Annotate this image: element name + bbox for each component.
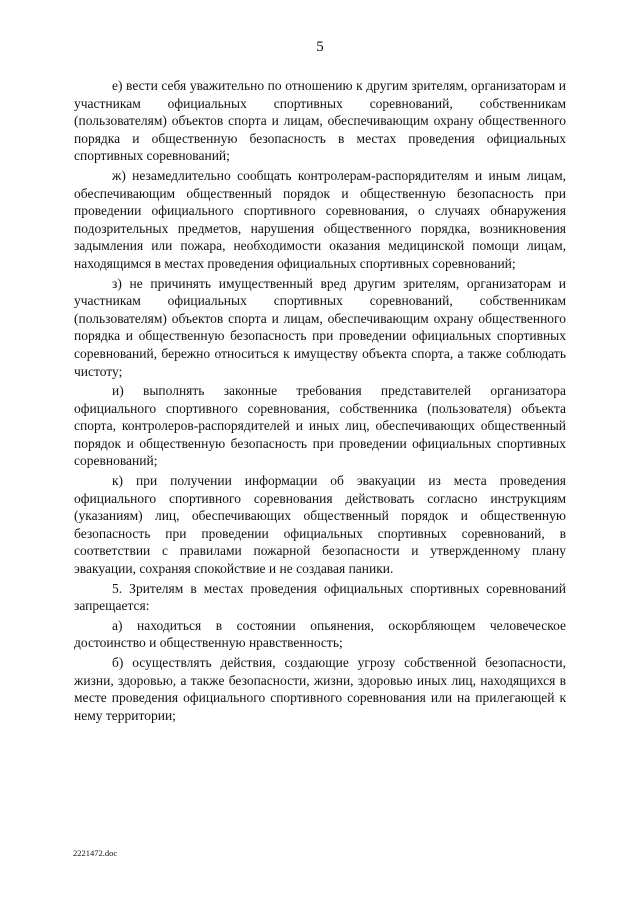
paragraph-z: з) не причинять имущественный вред другим зрителям, организаторам и участникам официальных спортивных соревнований, собственникам (пользователям) объектов спорта и лицам, обеспечивающим охрану общественного порядка и общественную безопасность при проведении официальных спортивных соревнований, бережно относиться к имуществу объекта спорта, а также соблюдать чистоту; [74, 275, 566, 379]
paragraph-e: е) вести себя уважительно по отношению к другим зрителям, организаторам и участникам официальных спортивных соревнований, собственникам (пользователям) объектов спорта и лицам, обеспечивающим охрану общественного порядка и общественную безопасность в местах проведения официальных спортивных соревнований; [74, 78, 566, 164]
paragraph-zh: ж) незамедлительно сообщать контролерам-распорядителям и иным лицам, обеспечивающим общественный порядок и общественную безопасность при проведении официального спортивного соревнования, о случаях обнаружения подозрительных предметов, нарушения общественного порядка, возникновения задымления или пожара, необходимости оказания медицинской помощи лицам, находящимся в местах проведения официальных спортивных соревнований; [74, 167, 566, 271]
paragraph-i: и) выполнять законные требования представителей организатора официального спортивного соревнования, собственника (пользователя) объекта спорта, контролеров-распорядителей и иных лиц, обеспечивающих общественный порядок и общественную безопасность при проведении официальных спортивных соревнований; [74, 383, 566, 469]
paragraph-k: к) при получении информации об эвакуации из места проведения официального спортивного соревнования действовать согласно инструкциям (указаниям) лиц, обеспечивающих общественный порядок и общественную безопасность при проведении официальных спортивных соревнований, в соответствии с правилами пожарной безопасности и утвержденному плану эвакуации, сохраняя спокойствие и не создавая паники. [74, 473, 566, 577]
page-number: 5 [316, 39, 324, 55]
paragraph-section-5: 5. Зрителям в местах проведения официальных спортивных соревнований запрещается: [74, 580, 566, 614]
document-body [74, 77, 566, 726]
paragraph-a: а) находиться в состоянии опьянения, оскорбляющем человеческое достоинство и общественную нравственность; [74, 617, 566, 651]
file-name-footer: 2221472.doc [73, 848, 118, 858]
paragraph-b: б) осуществлять действия, создающие угрозу собственной безопасности, жизни, здоровью, а также безопасности, жизни, здоровью иных лиц, находящихся в месте проведения официального спортивного соревнования или на прилегающей к нему территории; [74, 655, 566, 723]
